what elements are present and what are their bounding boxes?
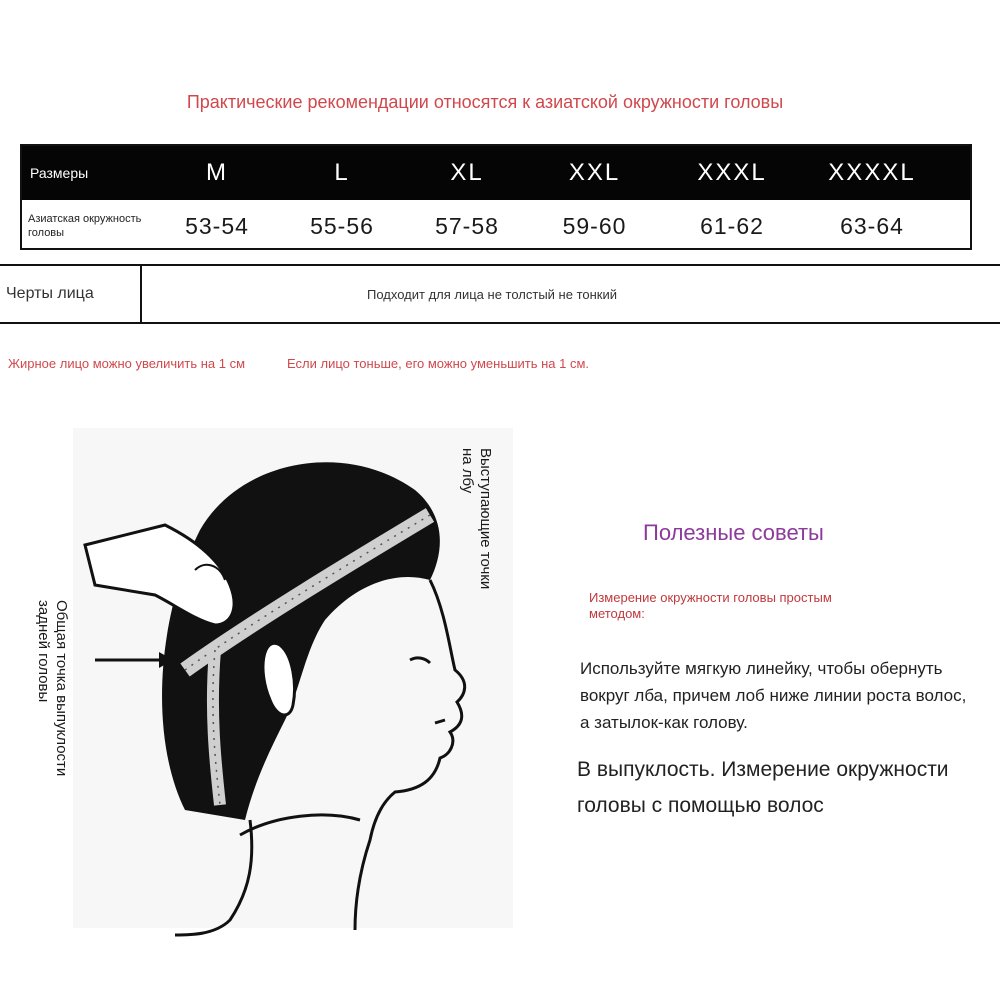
tips-subtitle: Измерение окружности головы простым методом:	[589, 590, 832, 621]
note-thin-face: Если лицо тоньше, его можно уменьшить на 1 см.	[287, 356, 590, 371]
face-table	[0, 264, 1000, 324]
size-header-m: M	[206, 159, 228, 186]
circumference-row-label: Азиатская окружность головы	[28, 213, 142, 239]
size-table	[20, 144, 972, 250]
size-header-xxxxl: XXXXL	[828, 159, 916, 186]
face-features-label: Черты лица	[6, 285, 94, 302]
size-header-xxl: XXL	[568, 159, 621, 186]
size-header-xxxl: XXXL	[697, 159, 767, 186]
circumference-value-xxxxl: 63-64	[840, 212, 904, 239]
tips-instructions-continued: В выпуклость. Измерение окружности головы с помощью волос	[577, 758, 949, 817]
size-header-xl: XL	[450, 159, 484, 186]
size-row-label: Размеры	[30, 165, 89, 181]
circumference-value-xl: 57-58	[435, 212, 499, 239]
page-title: Практические рекомендации относятся к азиатской окружности головы	[186, 92, 784, 112]
measuring-tape-tail	[213, 650, 220, 805]
circumference-value-xxxl: 61-62	[700, 212, 764, 239]
tips-title: Полезные советы	[643, 520, 824, 545]
circumference-value-l: 55-56	[310, 212, 374, 239]
tips-instructions: Используйте мягкую линейку, чтобы обернуть вокруг лба, причем лоб ниже линии роста волос, а затылок-как голову.	[580, 659, 967, 732]
circumference-value-m: 53-54	[185, 212, 249, 239]
circumference-value-xxl: 59-60	[562, 212, 627, 239]
forehead-point-label: Выступающие точки на лбу	[459, 448, 494, 590]
back-head-point-label: Общая точка выпуклости задней головы	[35, 600, 70, 777]
face-features-value: Подходит для лица не толстый не тонкий	[366, 286, 618, 302]
note-fat-face: Жирное лицо можно увеличить на 1 см	[8, 356, 246, 371]
size-header-l: L	[334, 159, 350, 186]
